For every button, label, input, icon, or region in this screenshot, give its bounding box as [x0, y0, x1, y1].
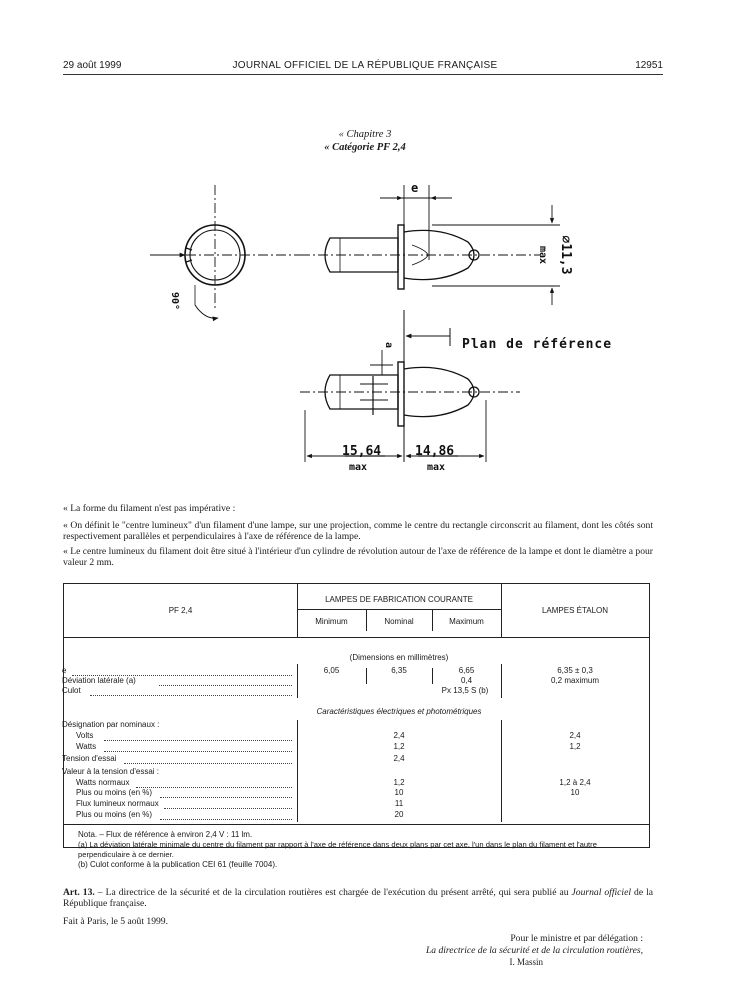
section-dimensions: (Dimensions en millimètres): [349, 653, 449, 662]
row-culot-dots: [90, 695, 292, 696]
header-journal-title: JOURNAL OFFICIEL DE LA RÉPUBLIQUE FRANÇAISE: [232, 60, 498, 71]
dim-left-max: max: [349, 462, 368, 473]
table-body-vline-5: [297, 720, 298, 822]
row-tension-nom: 2,4: [393, 754, 405, 763]
fait-a-paris: Fait à Paris, le 5 août 1999.: [63, 916, 168, 927]
header-date: 29 août 1999: [63, 60, 122, 71]
header-page-number: 12951: [635, 60, 663, 71]
signature-line-2: La directrice de la sécurité et de la circulation routières,: [425, 945, 643, 956]
lamp-side-view-top: [300, 185, 560, 305]
row-watts-normaux-label: Watts normaux: [76, 778, 130, 787]
row-watts-label: Watts: [76, 742, 97, 751]
category-heading: « Catégorie PF 2,4: [324, 142, 406, 153]
specification-table: [63, 583, 650, 848]
header-rule: [63, 74, 663, 75]
row-plus-moins-2-nom: 20: [394, 810, 404, 819]
table-hline-header: [64, 637, 649, 638]
row-deviation-label: Déviation latérale (a): [62, 676, 136, 685]
row-culot-label: Culot: [62, 686, 81, 695]
table-hline-group: [297, 609, 501, 610]
row-plus-moins-1-dots: [160, 797, 292, 798]
row-watts-nom: 1,2: [393, 742, 405, 751]
paragraph-centre-position: « Le centre lumineux du filament doit être situé à l'intérieur d'un cylindre de révolution autour de l'axe de référence de la lampe et dont le diamètre a pour valeur 2 mm.: [63, 546, 653, 568]
table-vline-1: [297, 584, 298, 638]
dim-left-value: 15,64: [342, 444, 382, 459]
table-subheader-min: Minimum: [315, 617, 348, 626]
lamp-technical-drawing: [0, 170, 731, 480]
row-volts-label: Volts: [76, 731, 94, 740]
row-e-max: 6,65: [458, 666, 475, 675]
row-flux-dots: [164, 808, 292, 809]
article-13: [63, 887, 653, 909]
article-text-end: de la République française.: [63, 887, 654, 909]
row-e-label: e: [62, 666, 67, 675]
row-tension-label: Tension d'essai: [62, 754, 117, 763]
lamp-side-view-bottom: [300, 310, 520, 462]
dim-a-label: a: [383, 342, 394, 349]
table-group-header: LAMPES DE FABRICATION COURANTE: [325, 595, 473, 604]
note-nota: Nota. – Flux de référence à environ 2,4 V : 11 lm.: [78, 830, 253, 839]
table-col-label: PF 2,4: [168, 606, 193, 615]
table-etalon-header: LAMPES ÉTALON: [541, 606, 609, 615]
row-flux-nom: 11: [394, 799, 404, 808]
row-deviation-max: 0,4: [460, 676, 473, 685]
row-plus-moins-2-dots: [160, 819, 292, 820]
row-watts-dots: [104, 751, 292, 752]
row-watts-normaux-nom: 1,2: [393, 778, 405, 787]
paragraph-centre-definition: « On définit le "centre lumineux" d'un filament d'une lampe, sur une projection, comme le centre du rectangle circonscrit au filament, dont les côtés sont respectivement parallèles et perpendiculaires à l'axe de référence de la lampe.: [63, 520, 653, 542]
designation-label: Désignation par nominaux :: [62, 720, 160, 729]
row-tension-dots: [124, 763, 292, 764]
row-e-nom: 6,35: [391, 666, 407, 675]
row-plus-moins-1-nom: 10: [394, 788, 404, 797]
chapter-heading: « Chapitre 3: [338, 129, 392, 140]
row-watts-normaux-dots: [136, 787, 292, 788]
note-b: (b) Culot conforme à la publication CEI 61 (feuille 7004).: [78, 860, 278, 869]
article-text: – La directrice de la sécurité et de la circulation routières est chargée de l'exécution du présent arrêté, qui sera publié au: [94, 887, 572, 898]
row-e-min: 6,05: [323, 666, 340, 675]
row-e-etalon: 6,35 ± 0,3: [557, 666, 593, 675]
plan-reference-label: Plan de référence: [462, 337, 613, 352]
row-deviation-dots: [159, 685, 292, 686]
row-deviation-etalon: 0,2 maximum: [550, 676, 599, 685]
row-watts-normaux-etalon: 1,2 à 2,4: [559, 778, 591, 787]
dim-right-max: max: [427, 462, 446, 473]
dim-diameter-label: ⌀11,3: [558, 235, 573, 275]
signature-line-1: Pour le ministre et par délégation :: [510, 933, 643, 944]
dim-e-label: e: [411, 181, 419, 195]
row-volts-nom: 2,4: [393, 731, 405, 740]
row-flux-label: Flux lumineux normaux: [76, 799, 159, 808]
signature-name: I. Massin: [509, 957, 543, 967]
valeur-label: Valeur à la tension d'essai :: [62, 767, 159, 776]
table-subheader-nom: Nominal: [384, 617, 414, 626]
row-plus-moins-1-etalon: 10: [570, 788, 580, 797]
dim-diameter-max: max: [537, 245, 548, 265]
row-watts-etalon: 1,2: [569, 742, 581, 751]
row-plus-moins-1-label: Plus ou moins (en %): [76, 788, 153, 797]
table-subheader-max: Maximum: [449, 617, 484, 626]
section-electrical: Caractéristiques électriques et photométriques: [316, 707, 482, 716]
note-a: (a) La déviation latérale minimale du centre du filament par rapport à l'axe de référence dans deux plans par cet axe, l'un dans le plan du filament et l'autre perpendiculaire à ce dernier.: [78, 840, 597, 859]
article-number: Art. 13.: [63, 887, 95, 898]
row-volts-etalon: 2,4: [569, 731, 581, 740]
table-hline-notes: [64, 824, 649, 825]
paragraph-filament-form: « La forme du filament n'est pas impérative :: [63, 503, 236, 514]
angle-label: 90°: [169, 292, 180, 311]
article-journal: Journal officiel: [571, 887, 632, 898]
dim-right-value: 14,86: [415, 444, 455, 459]
row-volts-dots: [104, 740, 292, 741]
row-plus-moins-2-label: Plus ou moins (en %): [76, 810, 153, 819]
row-culot-max: Px 13,5 S (b): [441, 686, 489, 695]
